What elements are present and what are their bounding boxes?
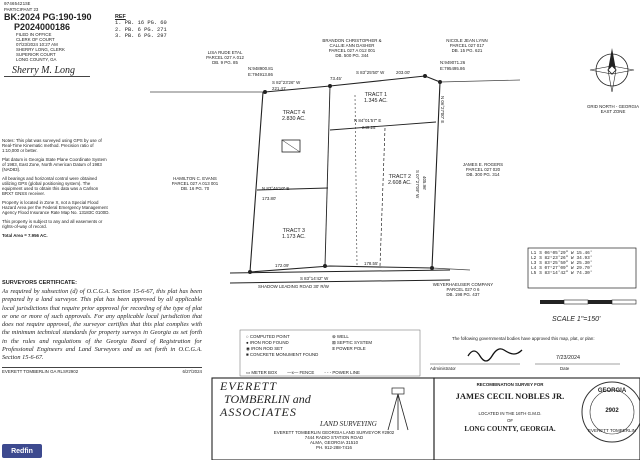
- bearing-top-1: S 82°23'26" W: [272, 80, 301, 85]
- corner-marker: [423, 74, 427, 78]
- parcel-owner: JAMES E. ROGERS: [462, 162, 504, 167]
- seal-number: 2902: [605, 408, 619, 414]
- clerk-name: SHERRY LONG, CLERK: [16, 47, 65, 52]
- parcel-owner: NICOLE JEAN LYNN: [446, 38, 488, 43]
- total-area: Total Area = 7.956 AC.: [2, 233, 48, 238]
- tripod-icon: [388, 388, 408, 430]
- certificate-signer: EVERETT TOMBERLIN GA RLS#2902: [2, 368, 79, 374]
- redfin-badge: Redfin: [2, 444, 42, 458]
- legend-item: ⊗ WELL: [332, 334, 349, 339]
- clerk-signature: Sherry M. Long: [4, 65, 90, 77]
- legend-item: ⦻ POWER POLE: [332, 346, 366, 351]
- distance-bottom-1: 172.09': [275, 263, 290, 268]
- tract-1: [364, 92, 388, 105]
- filed-line: FILED IN OFFICE: [16, 32, 52, 37]
- north-arrow: [590, 48, 634, 92]
- participant: PARTICIPANT 23: [4, 7, 39, 12]
- parcel-owner: HAMILTON C. EVANS: [173, 176, 217, 181]
- distance-bottom-2: 178.55': [364, 261, 379, 266]
- table-row: L2 S 82°23'26" W 34.93': [531, 256, 593, 261]
- legend-item: ○ COMPUTED POINT: [246, 334, 290, 339]
- note-4: Property is located in Zone X, not a Special Flood Hazard Area per the Federal Emergency Management Agency Flood Insurance Rate Map No. 13183C 0100D.: [2, 200, 110, 215]
- bearing-right-2: S 07°27'09" W: [415, 170, 420, 199]
- corner-marker: [323, 264, 327, 268]
- tract-3: [282, 228, 306, 241]
- court-name: SUPERIOR COURT: [16, 52, 56, 57]
- ref-line-3: 3. PB. 6 PG. 297: [115, 33, 167, 40]
- approval-text: The following governmental bodies have approved this map, plat, or plan:: [452, 336, 595, 341]
- corner-marker: [263, 90, 267, 94]
- note-5: This property is subject to any and all easements or rights-of-way of record.: [2, 219, 103, 229]
- building-hatch: [282, 140, 300, 152]
- parcel-id: PARCEL 027 A 012 001: [328, 48, 376, 53]
- seal-state: GEORGIA: [597, 388, 627, 394]
- approval-date-label: Date: [560, 366, 570, 371]
- parcel-deed: DB. 16 PG. 70: [180, 186, 210, 191]
- tract-area: 1.345 AC.: [364, 98, 388, 105]
- title-client: JAMES CECIL NOBLES JR.: [455, 391, 565, 401]
- legend-item: ● IRON ROD FOUND: [246, 340, 289, 345]
- bearing-right-1: N 06°27'00" E: [440, 96, 445, 124]
- tract-area: 1.173 AC.: [282, 234, 306, 241]
- parcel-owner: BRANDON CHRISTOPHER &: [322, 38, 382, 43]
- parcel-hamilton: [160, 176, 230, 191]
- tract-divider-n84: [330, 122, 436, 130]
- ref-line-2: 2. PB. 6 PG. 271: [115, 26, 167, 33]
- tract-area: 2.830 AC.: [282, 116, 306, 123]
- tract-area: 2.608 AC.: [388, 180, 412, 187]
- certificate-date: 6/27/2024: [182, 368, 202, 374]
- road-edge-south: [230, 280, 450, 283]
- document-id: P2024000186: [14, 22, 71, 32]
- distance-top-3: 203.00': [396, 70, 411, 75]
- table-row: L4 S 07°27'09" W 29.70': [531, 266, 593, 271]
- parcel-deed: DB. 500 PG. 344: [335, 53, 369, 58]
- corner-marker: [248, 270, 252, 274]
- tract-label: TRACT 1: [364, 92, 388, 98]
- coord-e-east: E:795495.86: [440, 66, 465, 71]
- legend-item: ⊠ SEPTIC SYSTEM: [332, 340, 373, 345]
- title-block: [440, 382, 580, 433]
- company-address: [246, 430, 422, 450]
- grid-north-label: GRID NORTH - GEORGIA EAST ZONE: [586, 104, 640, 114]
- corner-marker: [430, 266, 434, 270]
- approval-signature: [468, 349, 522, 361]
- approval-date: 7/23/2024: [556, 355, 580, 361]
- distance-top-2: 73.45': [330, 76, 342, 81]
- distance-top-1: 221.41': [272, 86, 287, 91]
- bearing-n84: N 84°01'57" E: [354, 118, 382, 123]
- parcel-owner: WEYERHAEUSER COMPANY: [432, 282, 494, 287]
- parcel-deed: DB. 15 PG. 621: [451, 48, 483, 53]
- adjoiner-line-east: [440, 80, 520, 82]
- bearing-top-2: S 83°25'50" W: [356, 70, 385, 75]
- company-name: [220, 380, 311, 419]
- tract-divider-dashed: [380, 128, 385, 266]
- note-2: Plat datum is Georgia State Plane Coordinate System of 1983, East Zone, North American Datum of 1983 (NAD83).: [2, 157, 107, 172]
- tract-label: TRACT 2: [388, 174, 412, 180]
- tract-2: [388, 174, 412, 187]
- record-number: 07465421SE: [4, 2, 31, 7]
- county-name: LONG COUNTY, GA: [16, 57, 57, 62]
- company-street: 7444 RADIO STATION ROAD: [304, 435, 364, 440]
- table-row: L1 S 06°05'29" W 15.46': [531, 251, 593, 256]
- filed-date: 07/23/2024 10:27 AM: [16, 42, 58, 47]
- note-1: Notes: This plat was surveyed using GPS by use of Real-Time Kinematic method. Precision ratio of 1:10,000 or better.: [2, 138, 102, 153]
- legend-line-items: [246, 370, 360, 375]
- company-line-2: TOMBERLIN and: [224, 392, 311, 406]
- legend-fence: —x— FENCE: [287, 370, 315, 375]
- line-table: [531, 251, 635, 276]
- legend-meter: ▭ METER BOX: [246, 370, 278, 375]
- tract-label: TRACT 4: [282, 110, 306, 116]
- parcel-id: PARCEL 027 0 6: [446, 287, 480, 292]
- tract-divider-vertical: [325, 86, 330, 266]
- parcel-nicole: [432, 38, 502, 53]
- title-heading: RECOMBINATION SURVEY FOR: [476, 382, 544, 387]
- coord-n-east: N:949071.26: [440, 60, 466, 65]
- company-line-3: ASSOCIATES: [220, 405, 297, 419]
- table-row: L3 S 83°25'50" W 25.30': [531, 261, 593, 266]
- distance-mid-1: 173.80': [262, 196, 277, 201]
- certificate-body: As required by subsection (d) of O.C.G.A. Section 15-6-67, this plat has been prepared by a land surveyor. This plat has been approved by all applicable local jurisdictions that require prior approval for recording of the type of plat or one or more of such approvals. For any applicable local jurisdiction that does not require approval, the surveyor certifies that this plat complies with the minimum technical standards for property surveys in Georgia as set forth in the rules and regulations of the Georgia Board of Registration for Professional Engineers and Land Surveyors and as set forth in O.C.G.A. Section 15-6-67.: [2, 288, 202, 362]
- certificate-title: SURVEYORS CERTIFICATE:: [2, 280, 78, 286]
- corner-marker: [438, 80, 442, 84]
- approval-admin-label: Administrator: [430, 366, 456, 371]
- scale-bar: [540, 300, 636, 304]
- parcel-weyerhaeuser: [428, 282, 498, 297]
- ref-title: REF: [115, 14, 126, 20]
- parcel-id: PARCEL 027 017: [449, 43, 485, 48]
- title-of: OF: [506, 418, 514, 423]
- ref-line-1: 1. PB. 16 PG. 60: [115, 20, 167, 27]
- road-label: SHADOW LEADING ROAD 30' R/W: [258, 284, 329, 289]
- parcel-owner: CALLIE ANN DASHER: [329, 43, 375, 48]
- coord-e-west: E:794913.86: [248, 72, 273, 77]
- company-phone: PH. 912-288-7416: [316, 445, 352, 450]
- parcel-owner: LISA RUDE ETAL: [207, 50, 243, 55]
- parcel-james: [448, 162, 518, 177]
- distance-n84: 249.25': [362, 125, 377, 130]
- note-3: All bearings and horizontal control were obtained utilizing GPS (global positioning system). The equipment used to obtain this data was a Carlson BRX7 GNSS receiver.: [2, 176, 99, 196]
- parcel-id: PARCEL 027 A 012: [206, 55, 244, 60]
- seal-name: EVERETT TOMBERLIN: [587, 428, 636, 433]
- company-city: ALMA, GEORGIA 31510: [309, 440, 359, 445]
- tract-4: [282, 110, 306, 123]
- bearing-mid: N 83°46'10" E: [262, 186, 290, 191]
- parcel-deed: DB. 300 PG. 314: [466, 172, 500, 177]
- bearing-bottom: S 83°14'42" W: [300, 276, 329, 281]
- parcel-brandon: [312, 38, 392, 58]
- legend-item: ◉ IRON ROD SET: [246, 346, 283, 351]
- parcel-deed: DB. 198 PG. 437: [446, 292, 480, 297]
- company-surveyor: EVERETT TOMBERLIN GEORGIA LAND SURVEYOR #2902: [273, 430, 395, 435]
- clerk-line: CLERK OF COURT: [16, 37, 55, 42]
- company-tag: LAND SURVEYING: [320, 420, 377, 428]
- corner-marker: [328, 84, 332, 88]
- parcel-id: PARCEL 027 020: [465, 167, 501, 172]
- table-row: L5 S 83°14'42" W 74.30': [531, 271, 593, 276]
- tract-label: TRACT 3: [282, 228, 306, 234]
- scale-label: SCALE 1"=150': [552, 316, 601, 323]
- book-page: BK:2024 PG:190-190: [4, 12, 92, 22]
- company-line-1: EVERETT: [220, 379, 277, 393]
- legend-item: ■ CONCRETE MONUMENT FOUND: [246, 352, 319, 357]
- parcel-id: PARCEL 027 A 013 001: [171, 181, 219, 186]
- legend-power: - - - POWER LINE: [324, 370, 360, 375]
- distance-right: 405.96': [422, 176, 427, 191]
- title-located: LOCATED IN THE 16TH G.M.D.: [478, 411, 542, 416]
- parcel-lisa: [190, 50, 260, 65]
- legend: [246, 334, 418, 357]
- coord-n-west: N:948900.81: [248, 66, 274, 71]
- title-county: LONG COUNTY, GEORGIA.: [464, 425, 556, 433]
- parcel-deed: DB. 9 PG. 85: [212, 60, 238, 65]
